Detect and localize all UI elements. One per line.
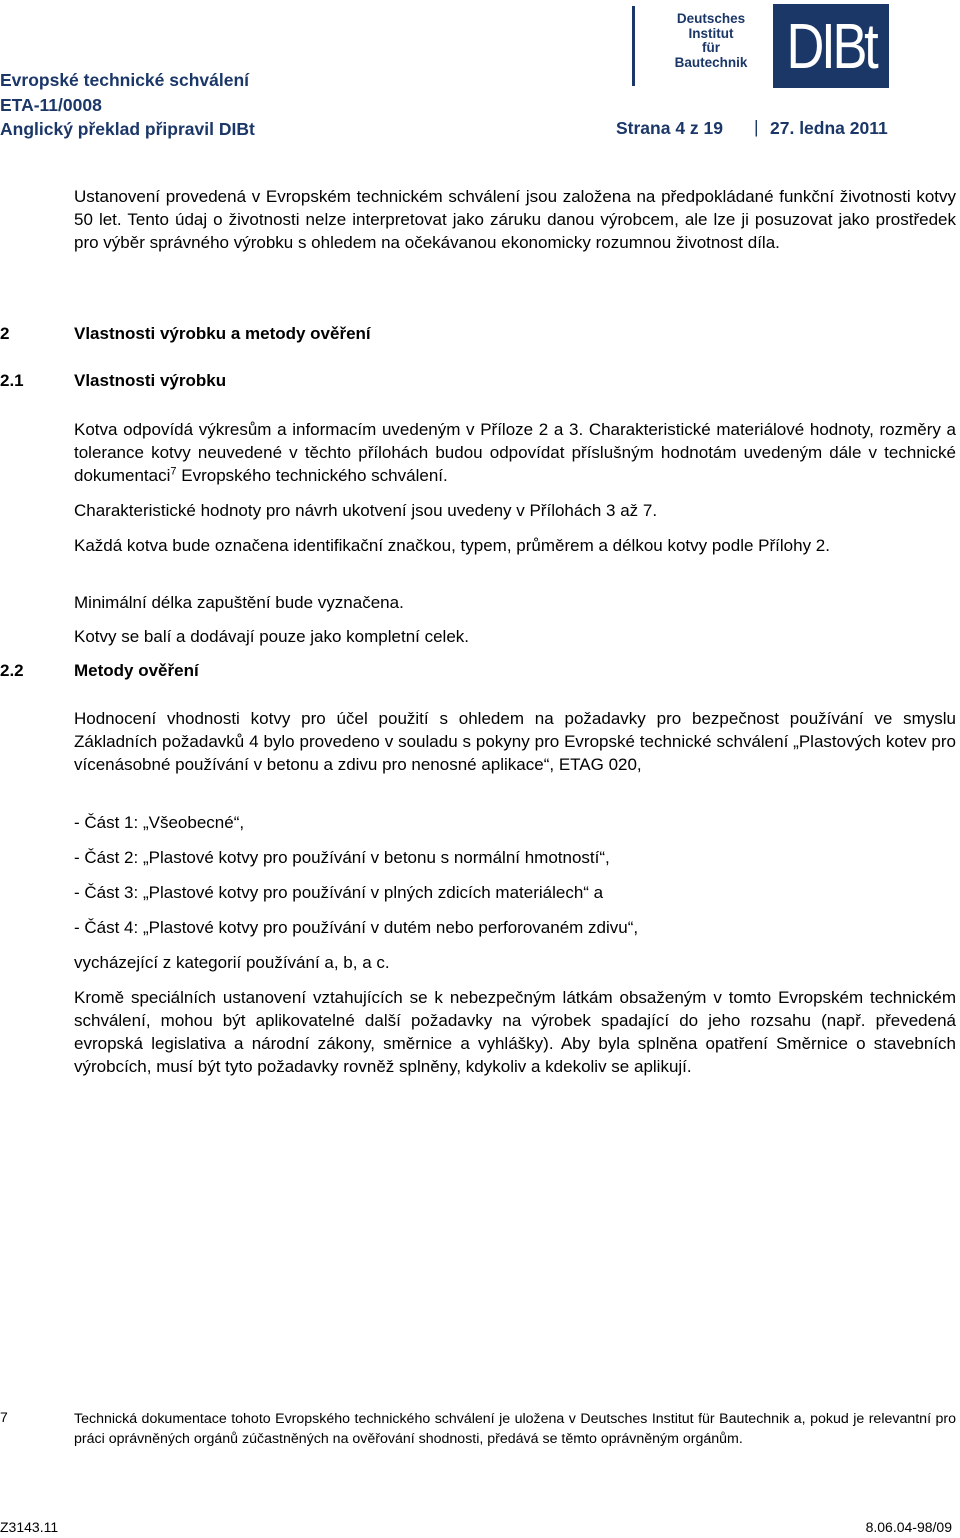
subsection-title: Metody ověření [74, 661, 199, 680]
etag-part-item: - Část 2: „Plastové kotvy pro používání v betonu s normální hmotností“, [74, 848, 610, 867]
paragraph-text: Kotva odpovídá výkresům a informacím uvedeným v Příloze 2 a 3. Charakteristické materiálové hodnoty, rozměry a tolerance kotvy neuvedené v těchto přílohách budou odpovídat příslušným hodnotám uvedeným dále v technické dokumentaci [74, 420, 956, 485]
subsection-number: 2.1 [0, 371, 24, 390]
logo-divider [632, 6, 635, 86]
packaging-paragraph: Kotvy se balí a dodávají pouze jako kompletní celek. [74, 627, 470, 646]
eta-number: ETA-11/0008 [0, 95, 102, 115]
translation-note: Anglický překlad připravil DIBt [0, 119, 255, 139]
use-categories-paragraph: vycházející z kategorií používání a, b, a c. [74, 953, 390, 972]
marking-paragraph: Každá kotva bude označena identifikační značkou, typem, průměrem a délkou kotvy podle Přílohy 2. [74, 536, 830, 555]
design-values-paragraph: Charakteristické hodnoty pro návrh ukotvení jsou uvedeny v Přílohách 3 až 7. [74, 501, 658, 520]
page-info: Strana 4 z 19 [616, 118, 723, 138]
product-characteristics-paragraph [74, 418, 956, 487]
section-number: 2 [0, 324, 10, 343]
section-title: Vlastnosti výrobku a metody ověření [74, 324, 371, 343]
logo-text-line: für [702, 40, 720, 55]
etag-part-item: - Část 4: „Plastové kotvy pro používání v dutém nebo perforovaném zdivu“, [74, 918, 639, 937]
etag-part-item: - Část 1: „Všeobecné“, [74, 813, 245, 832]
subsection-number: 2.2 [0, 661, 24, 680]
subsection-title: Vlastnosti výrobku [74, 371, 227, 390]
footnote-text: Technická dokumentace tohoto Evropského technického schválení je uložena v Deutsches Institut für Bautechnik a, pokud je relevantní pro práci oprávněných orgánů zúčastněných na ověřování shodnosti, předává se těmto oprávněným orgánům. [74, 1411, 956, 1447]
footer-left-code: Z3143.11 [0, 1519, 59, 1535]
logo-text-line: Deutsches [676, 11, 746, 26]
footnote-reference: 7 [170, 465, 177, 478]
header-date: 27. ledna 2011 [770, 118, 888, 138]
etag-part-item: - Část 3: „Plastové kotvy pro používání v plných zdicích materiálech“ a [74, 883, 604, 902]
logo-text-line: Institut [688, 25, 734, 41]
dibt-logo-text [666, 12, 756, 70]
logo-mark-text: DIBt [786, 10, 876, 82]
additional-requirements-paragraph: Kromě speciálních ustanovení vztahujících se k nebezpečným látkám obsaženým v tomto Evropském technickém schválení, mohou být aplikovatelné další požadavky na výrobek spadající do jeho rozsahu (např. převedená evropská legislativa a národní zákony, směrnice a vyhlášky). Aby byla splněna opatření Směrnice o stavebních výrobcích, musí být tyto požadavky rovněž splněny, kdykoliv a kdekoliv se aplikují. [74, 988, 956, 1076]
intro-paragraph: Ustanovení provedená v Evropském technickém schválení jsou založena na předpokládané funkční životnosti kotvy 50 let. Tento údaj o životnosti nelze interpretovat jako záruku danou výrobcem, ale lze ji posuzovat jako prostředek pro výběr správného výrobku s ohledem na očekávanou ekonomicky rozumnou životnost díla. [74, 187, 956, 252]
header-separator: | [754, 117, 759, 137]
document-title: Evropské technické schválení [0, 70, 250, 90]
dibt-logo-mark [773, 4, 889, 88]
logo-text-line: Bautechnik [674, 54, 748, 70]
footer-right-code: 8.06.04-98/09 [865, 1519, 952, 1535]
paragraph-text: Evropského technického schválení. [176, 466, 448, 485]
footnote-number: 7 [0, 1409, 8, 1425]
embedment-paragraph: Minimální délka zapuštění bude vyznačena. [74, 593, 404, 612]
assessment-paragraph: Hodnocení vhodnosti kotvy pro účel použití s ohledem na požadavky pro bezpečnost používání ve smyslu Základních požadavků 4 bylo provedeno v souladu s pokyny pro Evropské technické schválení „Plastových kotev pro vícenásobné používání v betonu a zdivu pro nenosné aplikace“, ETAG 020, [74, 709, 956, 774]
